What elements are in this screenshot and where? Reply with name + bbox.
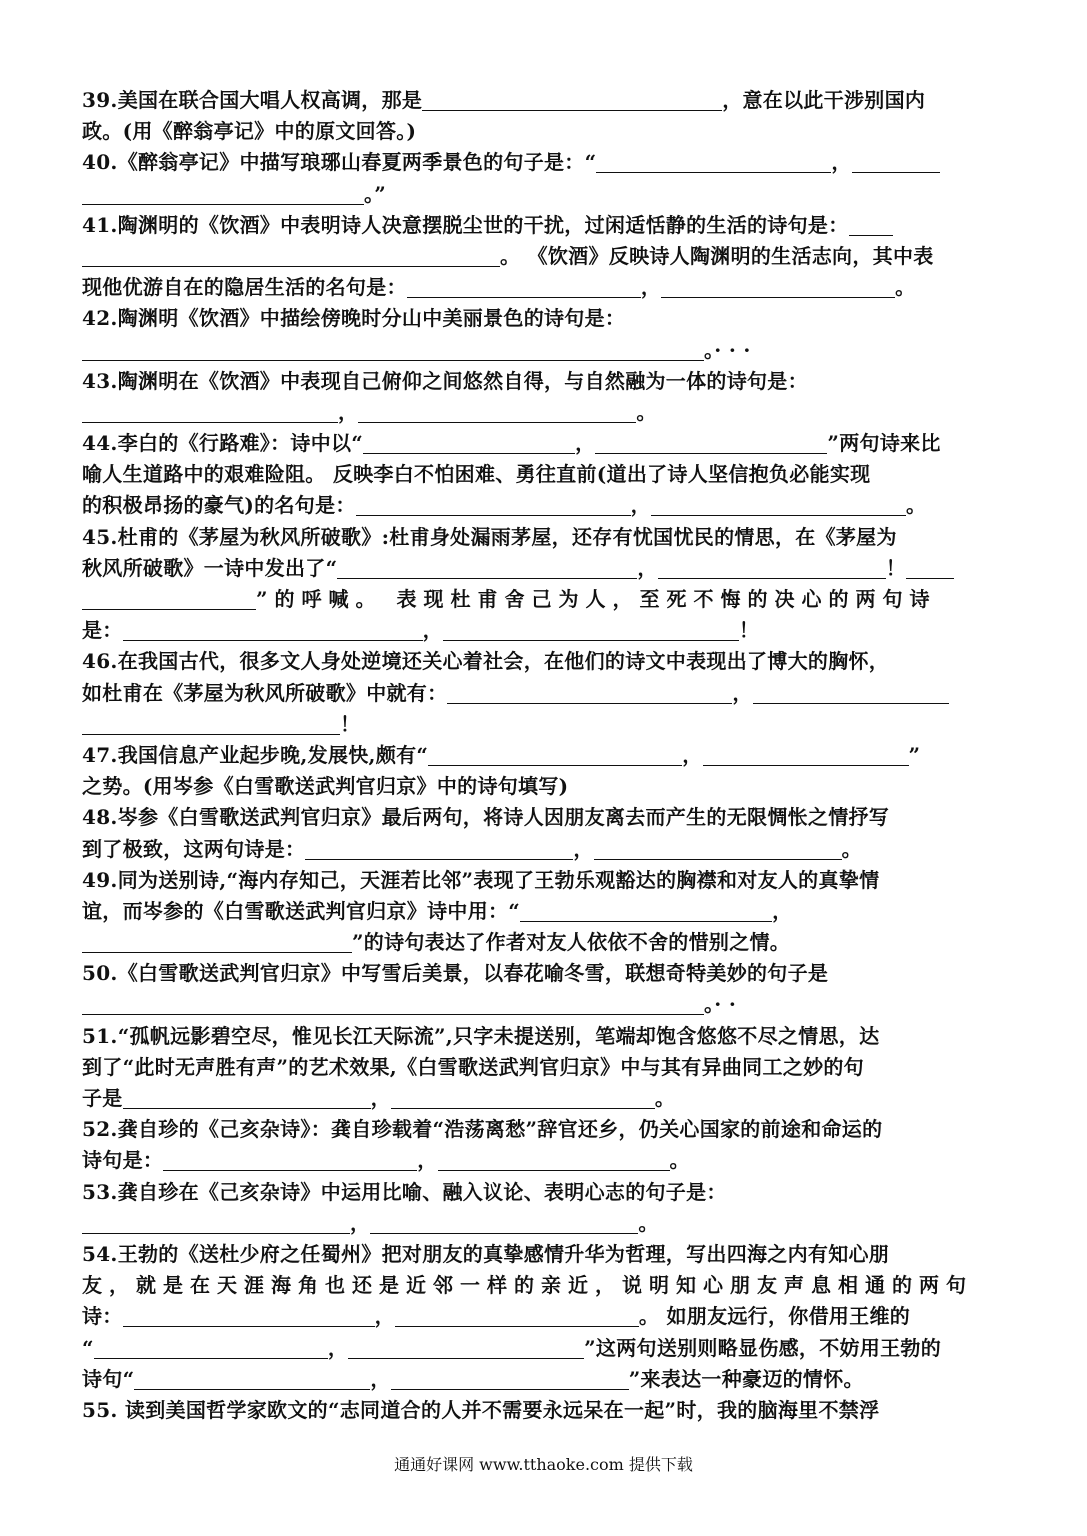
item-51-line-1 [82,1022,1004,1053]
text: ， [370,1086,391,1110]
answer-blank[interactable] [305,839,573,860]
answer-blank[interactable] [428,745,682,766]
answer-blank[interactable] [753,683,949,704]
item-45-line-3 [82,585,1004,616]
text: 。 [669,1148,690,1173]
item-52-line-1 [82,1115,1004,1146]
text: ”的诗句表达了作者对友人依依不舍的惜别之情。 [352,930,791,955]
text: 47.我国信息产业起步晚,发展快,颇有“ [82,742,429,767]
text: 39.美国在联合国大唱人权高调，那是 [82,88,423,112]
text: 子是 [82,1086,123,1110]
text: 。 [841,836,862,861]
item-49-line-1 [82,866,1004,897]
item-46-line-3 [82,710,1004,741]
text: 诗： [82,1304,123,1329]
text: ”的呼喊。 表现杜甫舍己为人，至死不悔的决心的两句诗 [256,587,937,611]
text: 42.陶渊明《饮酒》中描绘傍晚时分山中美丽景色的诗句是： [82,306,626,331]
answer-blank[interactable] [906,558,954,579]
text: 40.《醉翁亭记》中描写琅琊山春夏两季景色的句子是：“ [82,150,597,175]
text: 。” [364,181,387,206]
answer-blank[interactable] [594,839,842,860]
text: 。 [654,1086,676,1110]
text: ， [350,1210,371,1235]
text: 。· · [704,992,737,1017]
answer-blank[interactable] [82,714,340,735]
item-48-line-1 [82,803,1004,834]
answer-blank[interactable] [82,994,704,1015]
item-53-line-2 [82,1209,1004,1240]
text: ”两句诗来比 [827,431,941,456]
text: 谊，而岑参的《白雪歌送武判官归京》诗中用：“ [82,898,521,923]
answer-blank[interactable] [82,184,364,205]
text: ， [831,150,852,175]
text: ，意在以此干涉别国内 [722,88,926,112]
text: 。· · · [704,337,751,362]
text: 52.龚自珍的《己亥杂诗》：龚自珍载着“浩荡离愁”辞官还乡，仍关心国家的前途和命运的 [82,1117,883,1142]
text: ， [370,1366,391,1391]
text: ， [374,1304,395,1329]
answer-blank[interactable] [123,1088,371,1109]
answer-blank[interactable] [94,1338,328,1359]
item-50-line-1 [82,959,1004,990]
answer-blank[interactable] [123,620,423,641]
text: 48.岑参《白雪歌送武判官归京》最后两句，将诗人因朋友离去而产生的无限惆怅之情抒写 [82,805,890,830]
text: 55. 读到美国哲学家欧文的“志同道合的人并不需要永远呆在一起”时，我的脑海里不禁浮 [82,1397,880,1422]
answer-blank[interactable] [703,745,909,766]
text: 到了“此时无声胜有声”的艺术效果,《白雪歌送武判官归京》中与其有异曲同工之妙的句 [82,1054,864,1079]
text: ， [575,431,596,456]
text: 54.王勃的《送杜少府之任蜀州》把对朋友的真挚感情升华为哲理，写出四海之内有知心朋 [82,1241,890,1266]
item-41-line-1 [82,211,1004,242]
answer-blank[interactable] [391,1088,655,1109]
item-54-line-2 [82,1271,1004,1302]
text: ， [772,898,793,923]
item-51-line-2 [82,1053,1004,1084]
text: ！ [885,555,907,580]
text: ”这两句送别则略显伤感，不妨用王勃的 [584,1335,942,1360]
item-41-line-3 [82,273,1004,304]
text: 的积极昂扬的豪气)的名句是： [82,493,356,518]
answer-blank[interactable] [407,277,641,298]
item-54-line-5 [82,1365,1004,1396]
answer-blank[interactable] [852,152,940,173]
text: 43.陶渊明在《饮酒》中表现自己俯仰之间悠然自得，与自然融为一体的诗句是： [82,368,808,393]
item-41-line-2 [82,242,1004,273]
text: ， [338,399,359,424]
item-43-line-2 [82,398,1004,429]
item-53-line-1 [82,1178,1004,1209]
text: 49.同为送别诗,“海内存知己，天涯若比邻”表现了王勃乐观豁达的胸襟和对友人的真挚情 [82,867,880,892]
answer-blank[interactable] [337,558,637,579]
item-39-line-1 [82,86,1004,117]
item-39-line-2 [82,117,1004,148]
item-45-line-4 [82,616,1004,647]
text: 41.陶渊明的《饮酒》中表明诗人决意摆脱尘世的干扰，过闲适恬静的生活的诗句是： [82,212,849,237]
item-44-line-1 [82,429,1004,460]
text: ， [630,493,651,518]
item-54-line-4 [82,1334,1004,1365]
answer-blank[interactable] [82,246,500,267]
answer-blank[interactable] [348,1338,584,1359]
item-55-line-1 [82,1396,1004,1427]
answer-blank[interactable] [661,277,895,298]
item-45-line-2 [82,554,1004,585]
answer-blank[interactable] [438,1150,670,1171]
text: 53.龚自珍在《己亥杂诗》中运用比喻、融入议论、表明心志的句子是： [82,1179,727,1204]
answer-blank[interactable] [391,1369,629,1390]
item-51-line-3 [82,1084,1004,1115]
answer-blank[interactable] [363,433,575,454]
item-47-line-1 [82,741,1004,772]
answer-blank[interactable] [520,901,772,922]
answer-blank[interactable] [447,683,732,704]
text: 之势。(用岑参《白雪歌送武判官归京》中的诗句填写) [82,774,569,799]
text: ， [417,1148,438,1173]
text: ， [573,836,594,861]
text: 。 《饮酒》反映诗人陶渊明的生活志向，其中表 [500,243,934,268]
text: 政。(用《醉翁亭记》中的原文回答。) [82,119,417,144]
answer-blank[interactable] [82,932,352,953]
text: 到了极致，这两句诗是： [82,836,306,861]
text: ！ [340,711,361,736]
item-47-line-2 [82,772,1004,803]
answer-blank[interactable] [358,402,636,423]
item-45-line-1 [82,523,1004,554]
item-50-line-2 [82,990,1004,1021]
answer-blank[interactable] [651,495,906,516]
text: 。 [895,275,916,300]
answer-blank[interactable] [82,402,338,423]
text: ， [422,618,443,643]
text: 51.“孤帆远影碧空尽，惟见长江天际流”,只字未提送别，笔端却饱含悠悠不尽之情思，达 [82,1023,880,1048]
exercise-sheet [82,86,1004,1427]
text: 喻人生道路中的艰难险阻。 反映李白不怕困难、勇往直前(道出了诗人坚信抱负必能实现 [82,462,871,487]
text: 45.杜甫的《茅屋为秋风所破歌》:杜甫身处漏雨茅屋，还存有忧国忧民的情思，在《茅屋为 [82,524,897,549]
text: ！ [738,618,760,643]
answer-blank[interactable] [595,433,827,454]
answer-blank[interactable] [123,1306,375,1327]
text: 46.在我国古代，很多文人身处逆境还关心着社会，在他们的诗文中表现出了博大的胸怀， [82,649,890,674]
text: 。 [636,399,657,424]
answer-blank[interactable] [370,1213,638,1234]
item-42-line-2 [82,336,1004,367]
text: 44.李白的《行路难》：诗中以“ [82,431,364,456]
item-40-line-1 [82,148,1004,179]
text: 。 如朋友远行，你借用王维的 [638,1304,911,1329]
item-48-line-2 [82,835,1004,866]
footer-source: 通通好课网 www.tthaoke.com 提供下载 [394,1455,693,1474]
text: “ [82,1335,94,1360]
answer-blank[interactable] [163,1150,417,1171]
item-43-line-1 [82,367,1004,398]
answer-blank[interactable] [422,90,722,111]
answer-blank[interactable] [134,1369,370,1390]
item-42-line-1 [82,304,1004,335]
answer-blank[interactable] [356,495,631,516]
answer-blank[interactable] [658,558,886,579]
text: 友，就是在天涯海角也还是近邻一样的亲近，说明知心朋友声息相通的两句 [82,1273,973,1298]
item-54-line-1 [82,1240,1004,1271]
text: 。 [905,493,927,518]
item-52-line-2 [82,1146,1004,1177]
text: 如杜甫在《茅屋为秋风所破歌》中就有： [82,680,448,705]
item-46-line-1 [82,647,1004,678]
text: 。 [638,1210,659,1235]
answer-blank[interactable] [596,152,831,173]
text: 秋风所破歌》一诗中发出了“ [82,555,338,580]
text: ， [637,555,658,580]
text: 50.《白雪歌送武判官归京》中写雪后美景，以春花喻冬雪，联想奇特美妙的句子是 [82,961,829,986]
item-40-line-2 [82,180,1004,211]
text: ” [908,742,921,767]
answer-blank[interactable] [82,589,256,610]
item-46-line-2 [82,679,1004,710]
text: ， [732,680,753,705]
answer-blank[interactable] [82,1213,350,1234]
text: ， [682,742,703,767]
answer-blank[interactable] [395,1306,639,1327]
text: ， [327,1335,349,1360]
answer-blank[interactable] [82,340,704,361]
item-44-line-2 [82,460,1004,491]
text: 是： [82,618,123,643]
text: 诗句“ [82,1366,135,1391]
item-49-line-2 [82,897,1004,928]
item-49-line-3 [82,928,1004,959]
text: ”来表达一种豪迈的情怀。 [628,1366,864,1391]
item-54-line-3 [82,1302,1004,1333]
answer-blank[interactable] [443,620,739,641]
text: 诗句是： [82,1148,164,1173]
text: ， [640,275,662,300]
item-44-line-3 [82,491,1004,522]
text: 现他优游自在的隐居生活的名句是： [82,275,407,300]
answer-blank[interactable] [849,215,893,236]
